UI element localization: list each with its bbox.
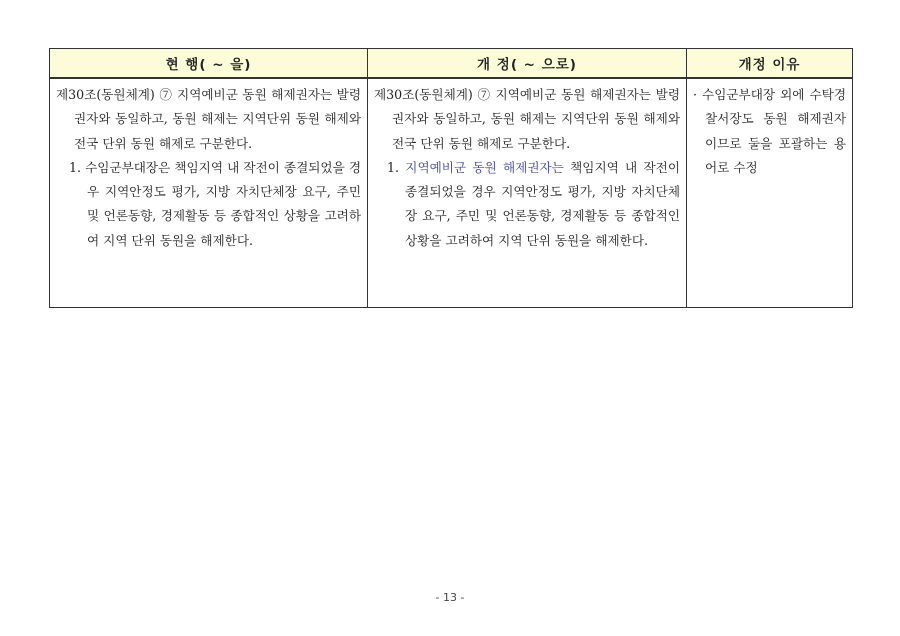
reason-text: · 수임군부대장 외에 수탁경찰서장도 동원 해제권자이므로 둘을 포괄하는 용어로 수정	[693, 87, 846, 175]
header-revised: 개 정( ~ 으로)	[368, 49, 687, 79]
revised-item-number: 1.	[387, 159, 406, 175]
revised-article: 제30조(동원체계) ⑦ 지역예비군 동원 해제권자는 발령권자와 동일하고, 동원 해제는 지역단위 동원 해제와 전국 단위 동원 해제로 구분한다.	[374, 87, 680, 151]
revised-item-1	[374, 156, 680, 253]
comparison-table	[49, 48, 853, 308]
header-current: 현 행( ~ 을)	[50, 49, 368, 79]
current-cell	[50, 78, 368, 308]
revised-item-highlight: 지역예비군 동원 해제권자는	[405, 159, 564, 175]
revised-item-rest: 책임지역 내 작전이 종결되었을 경우 지역안정도 평가, 지방 자치단체장 요구, 주민 및 언론동향, 경제활동 등 종합적인 상황을 고려하여 지역 단위 동원을 해제한다.	[405, 159, 680, 248]
current-article: 제30조(동원체계) ⑦ 지역예비군 동원 해제권자는 발령권자와 동일하고, 동원 해제는 지역단위 동원 해제와 전국 단위 동원 해제로 구분한다.	[56, 87, 361, 151]
header-reason: 개정 이유	[687, 49, 853, 79]
page-number: - 13 -	[435, 591, 465, 604]
current-item-1: 1. 수임군부대장은 책임지역 내 작전이 종결되었을 경우 지역안정도 평가, 지방 자치단체장 요구, 주민 및 언론동향, 경제활동 등 종합적인 상황을 고려하여 지역 단위 동원을 해제한다.	[69, 159, 361, 248]
content-row	[50, 78, 853, 308]
header-row	[50, 49, 853, 79]
reason-cell	[687, 78, 853, 308]
revised-cell	[368, 78, 687, 308]
